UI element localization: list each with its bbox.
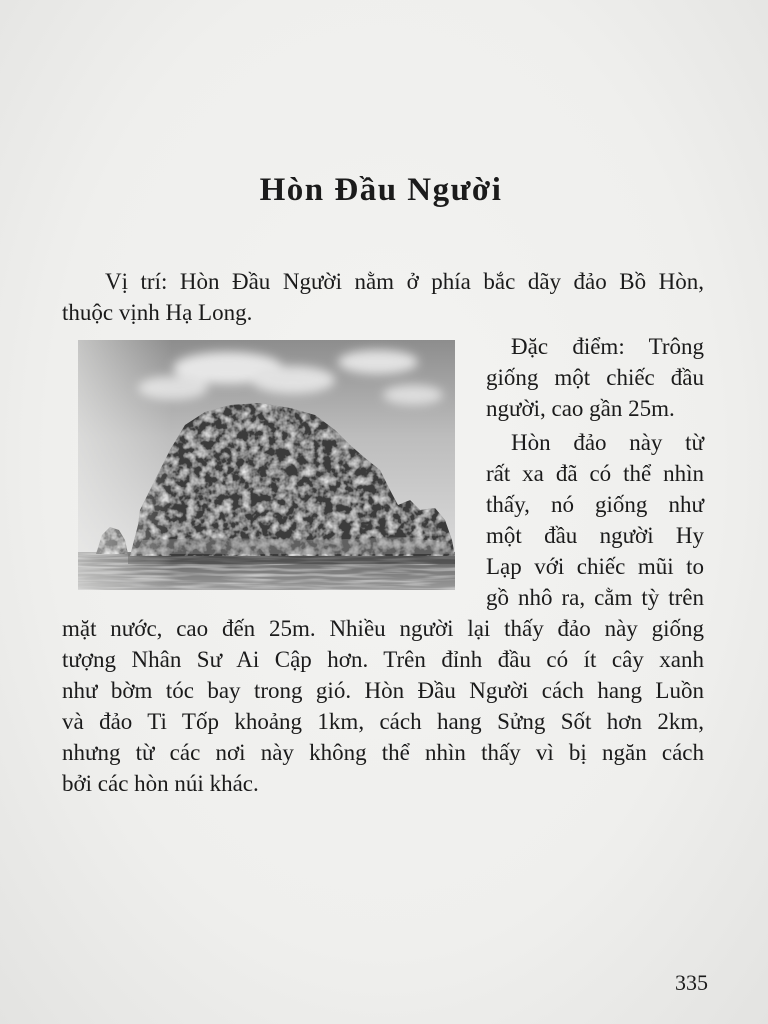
text-line: Lạp với chiếc mũi to xyxy=(486,554,704,579)
page-number: 335 xyxy=(675,970,708,995)
text-line: rất xa đã có thể nhìn xyxy=(486,461,704,486)
paragraph-features xyxy=(62,331,704,424)
text-line: gồ nhô ra, cằm tỳ trên xyxy=(486,585,704,610)
text-line: người, cao gần 25m. xyxy=(486,396,675,421)
page-title: Hòn Đầu Người xyxy=(259,172,503,208)
text-line: thuộc vịnh Hạ Long. xyxy=(62,300,253,325)
text-line: một đầu người Hy xyxy=(486,523,704,548)
text-line: Hòn đảo này từ xyxy=(511,430,704,455)
paragraph-location xyxy=(62,266,704,328)
text-line: nhưng từ các nơi này không thể nhìn thấy vì bị ngăn cách xyxy=(62,740,704,765)
text-line: mặt nước, cao đến 25m. Nhiều người lại thấy đảo này giống xyxy=(62,616,704,641)
text-line: như bờm tóc bay trong gió. Hòn Đầu Người cách hang Luồn xyxy=(62,678,704,703)
text-line: Đặc điểm: Trông xyxy=(511,334,704,359)
text-line: bởi các hòn núi khác. xyxy=(62,771,259,796)
text-body xyxy=(62,266,704,799)
text-line: thấy, nó giống như xyxy=(486,492,704,517)
text-line: giống một chiếc đầu xyxy=(486,365,704,390)
text-line: và đảo Ti Tốp khoảng 1km, cách hang Sửng Sốt hơn 2km, xyxy=(62,709,704,734)
text-line: Vị trí: Hòn Đầu Người nằm ở phía bắc dãy đảo Bồ Hòn, xyxy=(105,269,704,294)
paragraph-description xyxy=(62,427,704,799)
text-line: tượng Nhân Sư Ai Cập hơn. Trên đỉnh đầu có ít cây xanh xyxy=(62,647,704,672)
